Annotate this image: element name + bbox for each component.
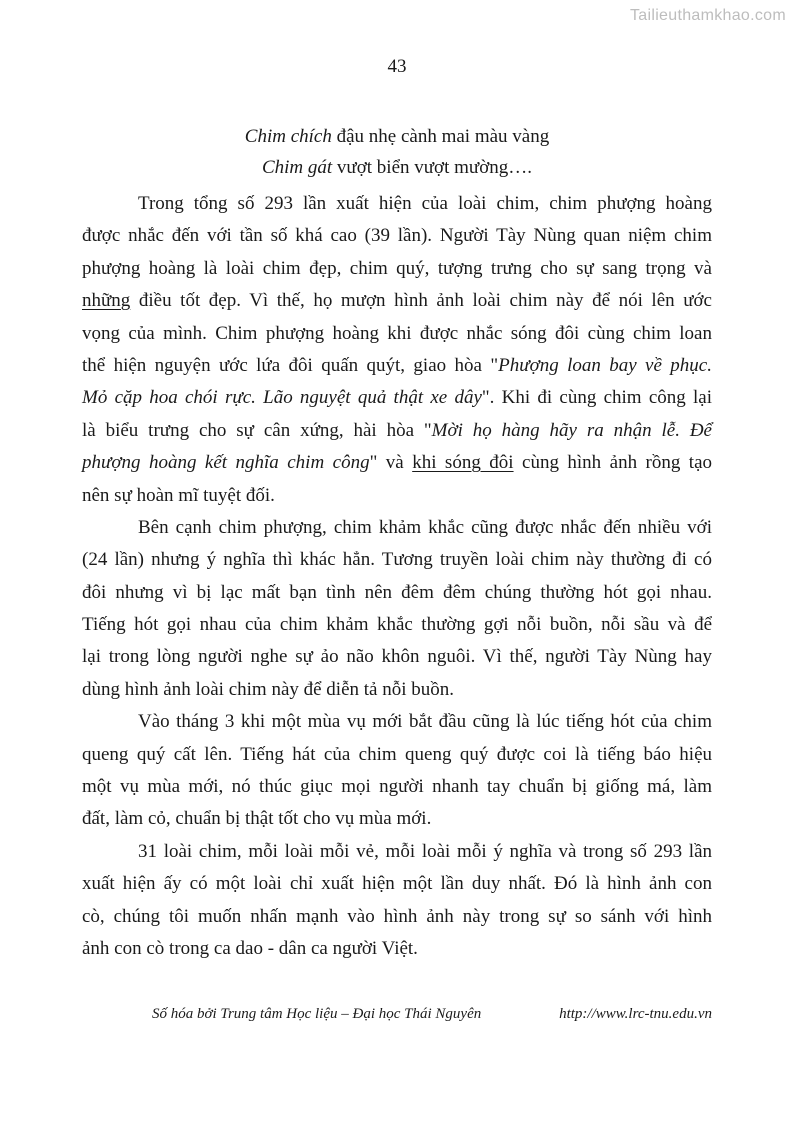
body-line	[82, 609, 712, 641]
body-line	[82, 188, 712, 220]
body-line	[82, 318, 712, 350]
body-line	[82, 577, 712, 609]
body-text: là biểu trưng cho sự cân xứng, hài hòa "	[82, 419, 432, 441]
page-number: 43	[387, 56, 407, 77]
body-text: Trong tổng số 293 lần xuất hiện của loài chim, chim phượng hoàng	[138, 193, 712, 214]
body-line	[82, 415, 712, 447]
body-line	[82, 544, 712, 576]
body-text: cò, chúng tôi muốn nhấn mạnh vào hình ảnh này trong sự so sánh với hình	[82, 905, 712, 927]
italic-text: Mỏ cặp hoa chói rực. Lão nguyệt quả thật xe dây	[82, 387, 482, 409]
document-body	[82, 188, 712, 965]
body-line	[82, 771, 712, 803]
body-text: điều tốt đẹp. Vì thế, họ mượn hình ảnh loài chim này để nói lên ước	[130, 290, 712, 312]
body-line	[82, 674, 712, 706]
body-line	[82, 803, 712, 835]
body-text: cùng hình ảnh rồng tạo	[513, 452, 713, 474]
italic-text: Phượng loan bay về phục.	[498, 354, 712, 376]
body-text: vọng của mình. Chim phượng hoàng khi được nhắc sóng đôi cùng chim loan	[82, 322, 712, 344]
body-line	[82, 933, 712, 965]
body-text: một vụ mùa mới, nó thúc giục mọi người nhanh tay chuẩn bị giống má, làm	[82, 776, 712, 798]
body-line	[82, 901, 712, 933]
poem-quote	[82, 121, 712, 183]
body-text: lại trong lòng người nghe sự ảo não khôn nguôi. Vì thế, người Tày Nùng hay	[82, 646, 712, 668]
poem-line	[82, 152, 712, 183]
body-text: 31 loài chim, mỗi loài mỗi vẻ, mỗi loài mỗi ý nghĩa và trong số 293 lần	[138, 840, 712, 862]
body-text: xuất hiện ấy có một loài chỉ xuất hiện một lần duy nhất. Đó là hình ảnh con	[82, 873, 712, 895]
poem-line	[82, 121, 712, 152]
body-line	[82, 382, 712, 414]
footer-url: http://www.lrc-tnu.edu.vn	[559, 1006, 712, 1022]
body-text: dùng hình ảnh loài chim này để diễn tả nỗi buồn.	[82, 678, 455, 700]
page-footer	[82, 1006, 712, 1023]
watermark: Tailieuthamkhao.com	[630, 7, 786, 24]
body-line	[82, 706, 712, 738]
body-text: được nhắc đến với tần số khá cao (39 lần). Người Tày Nùng quan niệm chim	[82, 225, 712, 247]
italic-text: Chim gát	[261, 157, 333, 178]
body-line	[82, 641, 712, 673]
body-text: " và	[369, 452, 413, 474]
body-text: queng quý cất lên. Tiếng hát của chim queng quý được coi là tiếng báo hiệu	[82, 743, 712, 765]
body-line	[82, 836, 712, 868]
body-text: (24 lần) nhưng ý nghĩa thì khác hẳn. Tương truyền loài chim này thường đi có	[82, 549, 712, 571]
body-line	[82, 868, 712, 900]
body-text: ảnh con cò trong ca dao - dân ca người Việt.	[82, 937, 418, 959]
underlined-text: khi sóng đôi	[412, 452, 514, 474]
body-text: Vào tháng 3 khi một mùa vụ mới bắt đầu cũng là lúc tiếng hót của chim	[138, 711, 712, 733]
body-line	[82, 350, 712, 382]
body-text: Tiếng hót gọi nhau của chim khảm khắc thường gợi nỗi buồn, nỗi sầu và để	[82, 614, 712, 636]
body-line	[82, 253, 712, 285]
body-text: đôi nhưng vì bị lạc mất bạn tình nên đêm đêm chúng thường hót gọi nhau.	[82, 581, 712, 603]
body-line	[82, 512, 712, 544]
body-text: đậu nhẹ cành mai màu vàng	[331, 126, 550, 147]
body-line	[82, 480, 712, 512]
italic-text: Chim chích	[244, 126, 332, 147]
body-text: vượt biển vượt mường….	[332, 157, 533, 178]
italic-text: Mời họ hàng hãy ra nhận lễ. Để	[431, 419, 712, 441]
footer-digitized-by: Số hóa bởi Trung tâm Học liệu – Đại học Thái Nguyên	[152, 1006, 482, 1022]
italic-text: phượng hoàng kết nghĩa chim công	[82, 452, 370, 474]
body-line	[82, 447, 712, 479]
body-text: ". Khi đi cùng chim công lại	[481, 387, 712, 409]
body-text: đất, làm cỏ, chuẩn bị thật tốt cho vụ mùa mới.	[82, 808, 432, 830]
body-line	[82, 739, 712, 771]
underlined-text: những	[82, 290, 131, 312]
body-text: phượng hoàng là loài chim đẹp, chim quý, tượng trưng cho sự sang trọng và	[82, 257, 712, 279]
body-line	[82, 220, 712, 252]
body-text: nên sự hoàn mĩ tuyệt đối.	[82, 484, 275, 506]
body-text: thể hiện nguyện ước lứa đôi quấn quýt, giao hòa "	[82, 354, 499, 376]
body-line	[82, 285, 712, 317]
body-text: Bên cạnh chim phượng, chim khảm khắc cũng được nhắc đến nhiều với	[138, 516, 712, 538]
